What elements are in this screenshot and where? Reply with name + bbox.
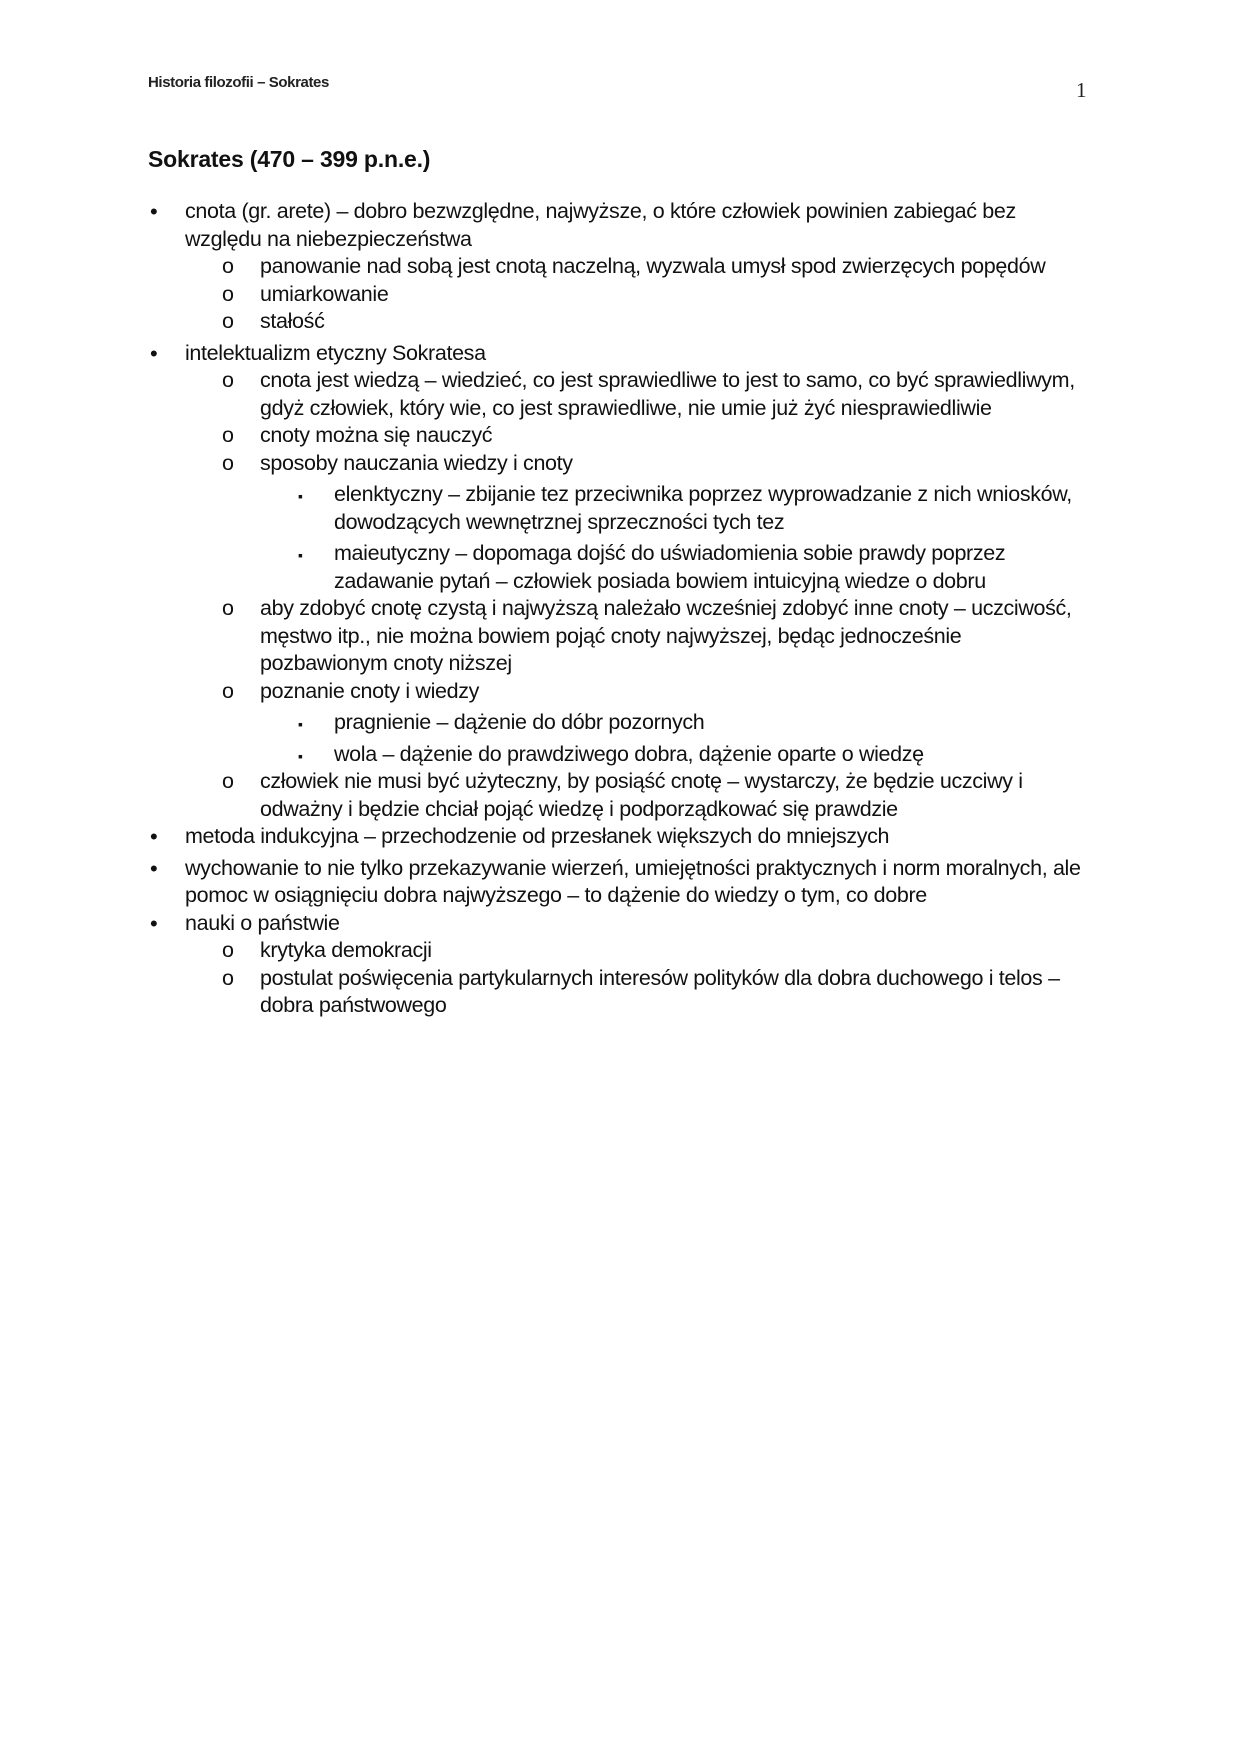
sub-sub-list-item-text: elenktyczny – zbijanie tez przeciwnika poprzez wyprowadzanie z nich wniosków, dowodzących wewnętrznej sprzeczności tych tez: [334, 482, 1072, 534]
sub-list-item-text: umiarkowanie: [260, 281, 389, 306]
sub-sub-list-item-text: maieutyczny – dopomaga dojść do uświadomienia sobie prawdy poprzez zadawanie pytań – człowiek posiada bowiem intuicyjną wiedze o dobru: [334, 541, 1006, 593]
circle-marker: o: [222, 596, 234, 620]
list-item-text: wychowanie to nie tylko przekazywanie wierzeń, umiejętności praktycznych i norm moralnych, ale pomoc w osiągnięciu dobra najwyższego – to dążenie do wiedzy o tym, co dobre: [185, 855, 1081, 907]
sub-list-item-text: cnota jest wiedzą – wiedzieć, co jest sprawiedliwe to jest to samo, co być sprawiedliwym, gdyż człowiek, który wie, co jest sprawiedliwe, nie umie już żyć niesprawiedliwie: [260, 368, 1075, 420]
sub-list-item: [0, 768, 1085, 823]
sub-list-item: [0, 678, 1085, 706]
circle-marker: o: [222, 965, 234, 990]
circle-marker: o: [222, 938, 234, 962]
bullet-marker: •: [150, 824, 158, 849]
square-marker: ▪: [298, 547, 303, 563]
page-title: Sokrates (470 – 399 p.n.e.): [148, 146, 431, 172]
sub-list-item: [0, 367, 1085, 422]
list-item-text: metoda indukcyjna – przechodzenie od przesłanek większych do mniejszych: [185, 824, 890, 848]
circle-marker: o: [222, 368, 234, 392]
sub-sub-list-item: [0, 741, 1085, 769]
sub-sub-list-item: [0, 481, 1085, 536]
sub-list-item-text: cnoty można się nauczyć: [260, 423, 493, 447]
sub-list-item-text: sposoby nauczania wiedzy i cnoty: [260, 450, 573, 475]
sub-sub-list-item-text: pragnienie – dążenie do dóbr pozornych: [334, 710, 705, 734]
list-item: [0, 340, 1085, 368]
circle-marker: o: [222, 309, 234, 333]
bullet-marker: •: [150, 855, 158, 881]
sub-list-item-text: postulat poświęcenia partykularnych interesów polityków dla dobra duchowego i telos – dobra państwowego: [260, 965, 1060, 1017]
square-marker: ▪: [298, 747, 303, 764]
sub-list-item: [0, 281, 1085, 309]
list-item: [0, 198, 1085, 253]
sub-list-item-text: człowiek nie musi być użyteczny, by posiąść cnotę – wystarczy, że będzie uczciwy i odważny i będzie chciał pojąć wiedzę i podporządkować się prawdzie: [260, 769, 1023, 821]
sub-list-item-text: panowanie nad sobą jest cnotą naczelną, wyzwala umysł spod zwierzęcych popędów: [260, 254, 1046, 278]
list-item-text: intelektualizm etyczny Sokratesa: [185, 340, 486, 365]
sub-list-item: [0, 308, 1085, 336]
circle-marker: o: [222, 678, 234, 703]
circle-marker: o: [222, 254, 234, 278]
list-item-text: cnota (gr. arete) – dobro bezwzględne, najwyższe, o które człowiek powinien zabiegać bez względu na niebezpieczeństwa: [185, 199, 1016, 251]
circle-marker: o: [222, 450, 234, 475]
sub-sub-list-item: [0, 709, 1085, 737]
sub-list-item-text: poznanie cnoty i wiedzy: [260, 678, 480, 703]
bullet-marker: •: [150, 340, 158, 366]
list-item: [0, 910, 1085, 938]
list-item-text: nauki o państwie: [185, 910, 340, 935]
sub-list-item: [0, 253, 1085, 281]
sub-sub-list-item-text: wola – dążenie do prawdziwego dobra, dążenie oparte o wiedzę: [334, 741, 924, 766]
list-item: [0, 823, 1085, 851]
bullet-marker: •: [150, 910, 158, 936]
sub-list-item: [0, 450, 1085, 478]
sub-list-item-text: stałość: [260, 309, 325, 333]
circle-marker: o: [222, 423, 234, 447]
square-marker: ▪: [298, 716, 303, 732]
sub-sub-list-item: [0, 540, 1085, 595]
bullet-marker: •: [150, 199, 158, 224]
sub-list-item: [0, 965, 1085, 1020]
circle-marker: o: [222, 281, 234, 306]
outline-list: [0, 198, 1240, 1020]
page-number: 1: [1076, 78, 1087, 102]
running-header: Historia filozofii – Sokrates: [148, 74, 329, 91]
circle-marker: o: [222, 769, 234, 793]
list-item: [0, 855, 1085, 910]
sub-list-item-text: krytyka demokracji: [260, 938, 432, 962]
sub-list-item-text: aby zdobyć cnotę czystą i najwyższą należało wcześniej zdobyć inne cnoty – uczciwość, męstwo itp., nie można bowiem pojąć cnoty najwyższej, będąc jednocześnie pozbawionym cnoty niższej: [260, 596, 1072, 675]
sub-list-item: [0, 595, 1085, 678]
sub-list-item: [0, 422, 1085, 450]
sub-list-item: [0, 937, 1085, 965]
square-marker: ▪: [298, 488, 303, 504]
